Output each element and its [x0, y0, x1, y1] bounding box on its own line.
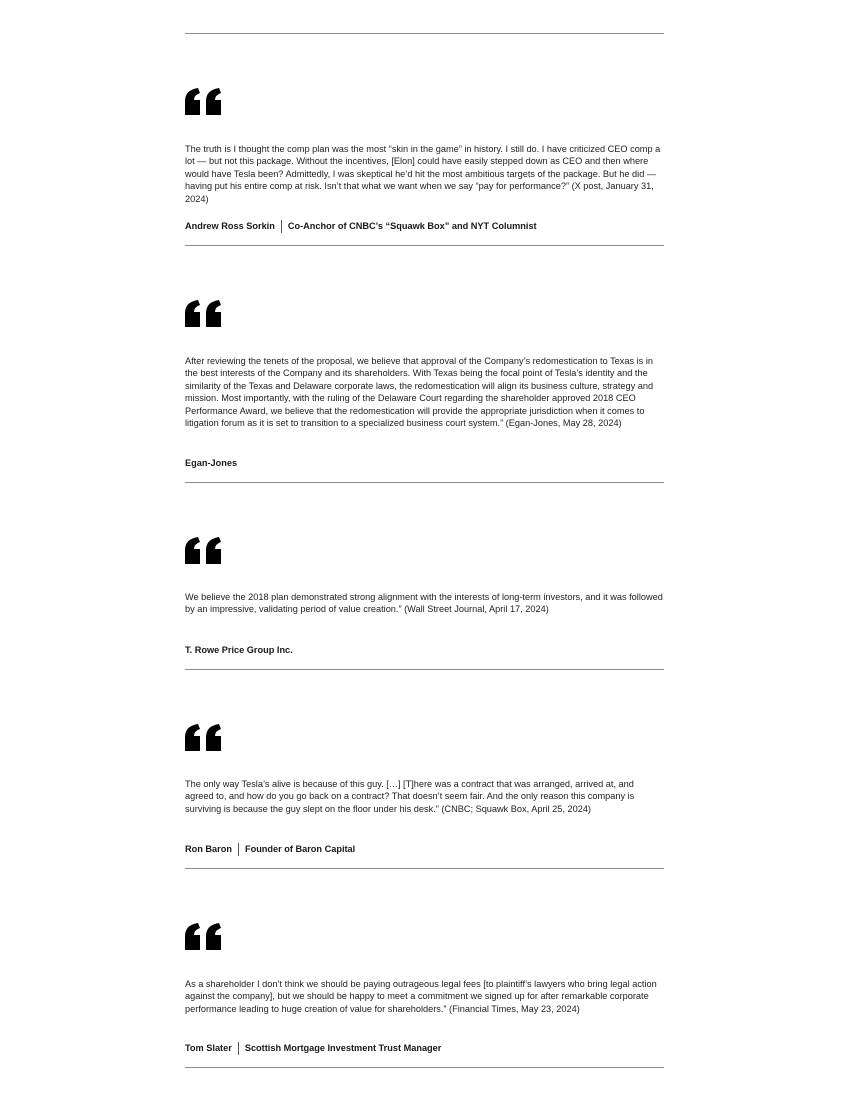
- quote-divider: [185, 482, 664, 483]
- quote-text: After reviewing the tenets of the proposal, we believe that approval of the Company’s redomestication to Texas is in the best interests of the Company and its shareholders. With Texas being the focal point of Tesla’s identity and the similarity of the Texas and Delaware corporate laws, the redomestication will align its business culture, strategy and mission. Most importantly, with the ruling of the Delaware Court regarding the shareholder approved 2018 CEO Performance Award, we believe that the redomestication will provide the appropriate jurisdiction when it comes to litigation forum as it is set to transition to a specialized business court system.” (Egan-Jones, May 28, 2024): [185, 356, 654, 429]
- quote-divider: [185, 1067, 664, 1068]
- quote-divider: [185, 245, 664, 246]
- quote-author-title: Founder of Baron Capital: [244, 844, 356, 854]
- quote-mark-icon: [185, 300, 223, 327]
- quote-mark-icon: [185, 923, 223, 950]
- quote-attribution: [185, 643, 293, 657]
- quote-text: The truth is I thought the comp plan was the most “skin in the game” in history. I still do. I have criticized CEO comp a lot — but not this package. Without the incentives, [Elon] could have easily stepped down as CEO and then where would have Tesla been? Admittedly, I was skeptical he’d hit the most ambitious targets of the package. But he did — having put his entire comp at risk. Isn’t that what we want when we say “pay for performance?” (X post, January 31, 2024): [185, 144, 661, 204]
- quote-author-name: Egan-Jones: [185, 458, 238, 468]
- quote-divider: [185, 868, 664, 869]
- quote-author-name: Tom Slater: [185, 1043, 232, 1053]
- quote-attribution: [185, 1041, 441, 1055]
- quote-mark-icon: [185, 537, 223, 564]
- quote-text: We believe the 2018 plan demonstrated strong alignment with the interests of long-term investors, and it was followed by an impressive, validating period of value creation.” (Wall Street Journal, April 17, 2024): [185, 592, 663, 615]
- quote-text: As a shareholder I don’t think we should be paying outrageous legal fees [to plaintiff’s lawyers who bring legal action against the company], but we should be happy to meet a commitment we signed up for after remarkable corporate performance leading to huge creation of value for shareholders.” (Financial Times, May 23, 2024): [185, 979, 657, 1014]
- quote-attribution: [185, 219, 537, 233]
- attribution-separator: [238, 1042, 239, 1055]
- quote-author-name: Andrew Ross Sorkin: [185, 221, 275, 231]
- attribution-separator: [281, 220, 282, 233]
- quote-author-name: T. Rowe Price Group Inc.: [185, 645, 293, 655]
- quote-attribution: [185, 456, 237, 470]
- quote-mark-icon: [185, 88, 223, 115]
- quote-author-title: Scottish Mortgage Investment Trust Manager: [244, 1043, 442, 1053]
- quote-author-name: Ron Baron: [185, 844, 232, 854]
- attribution-separator: [238, 843, 239, 856]
- quote-attribution: [185, 842, 355, 856]
- top-divider: [185, 33, 664, 34]
- quote-text: The only way Tesla’s alive is because of this guy. […] [T]here was a contract that was arranged, arrived at, and agreed to, and how do you go back on a contract? That doesn’t seem fair. And the only reason this company is surviving is because the guy slept on the floor under his desk.” (CNBC; Squawk Box, April 25, 2024): [185, 779, 635, 814]
- quote-divider: [185, 669, 664, 670]
- quote-mark-icon: [185, 724, 223, 751]
- quote-author-title: Co-Anchor of CNBC’s “Squawk Box” and NYT Columnist: [287, 221, 537, 231]
